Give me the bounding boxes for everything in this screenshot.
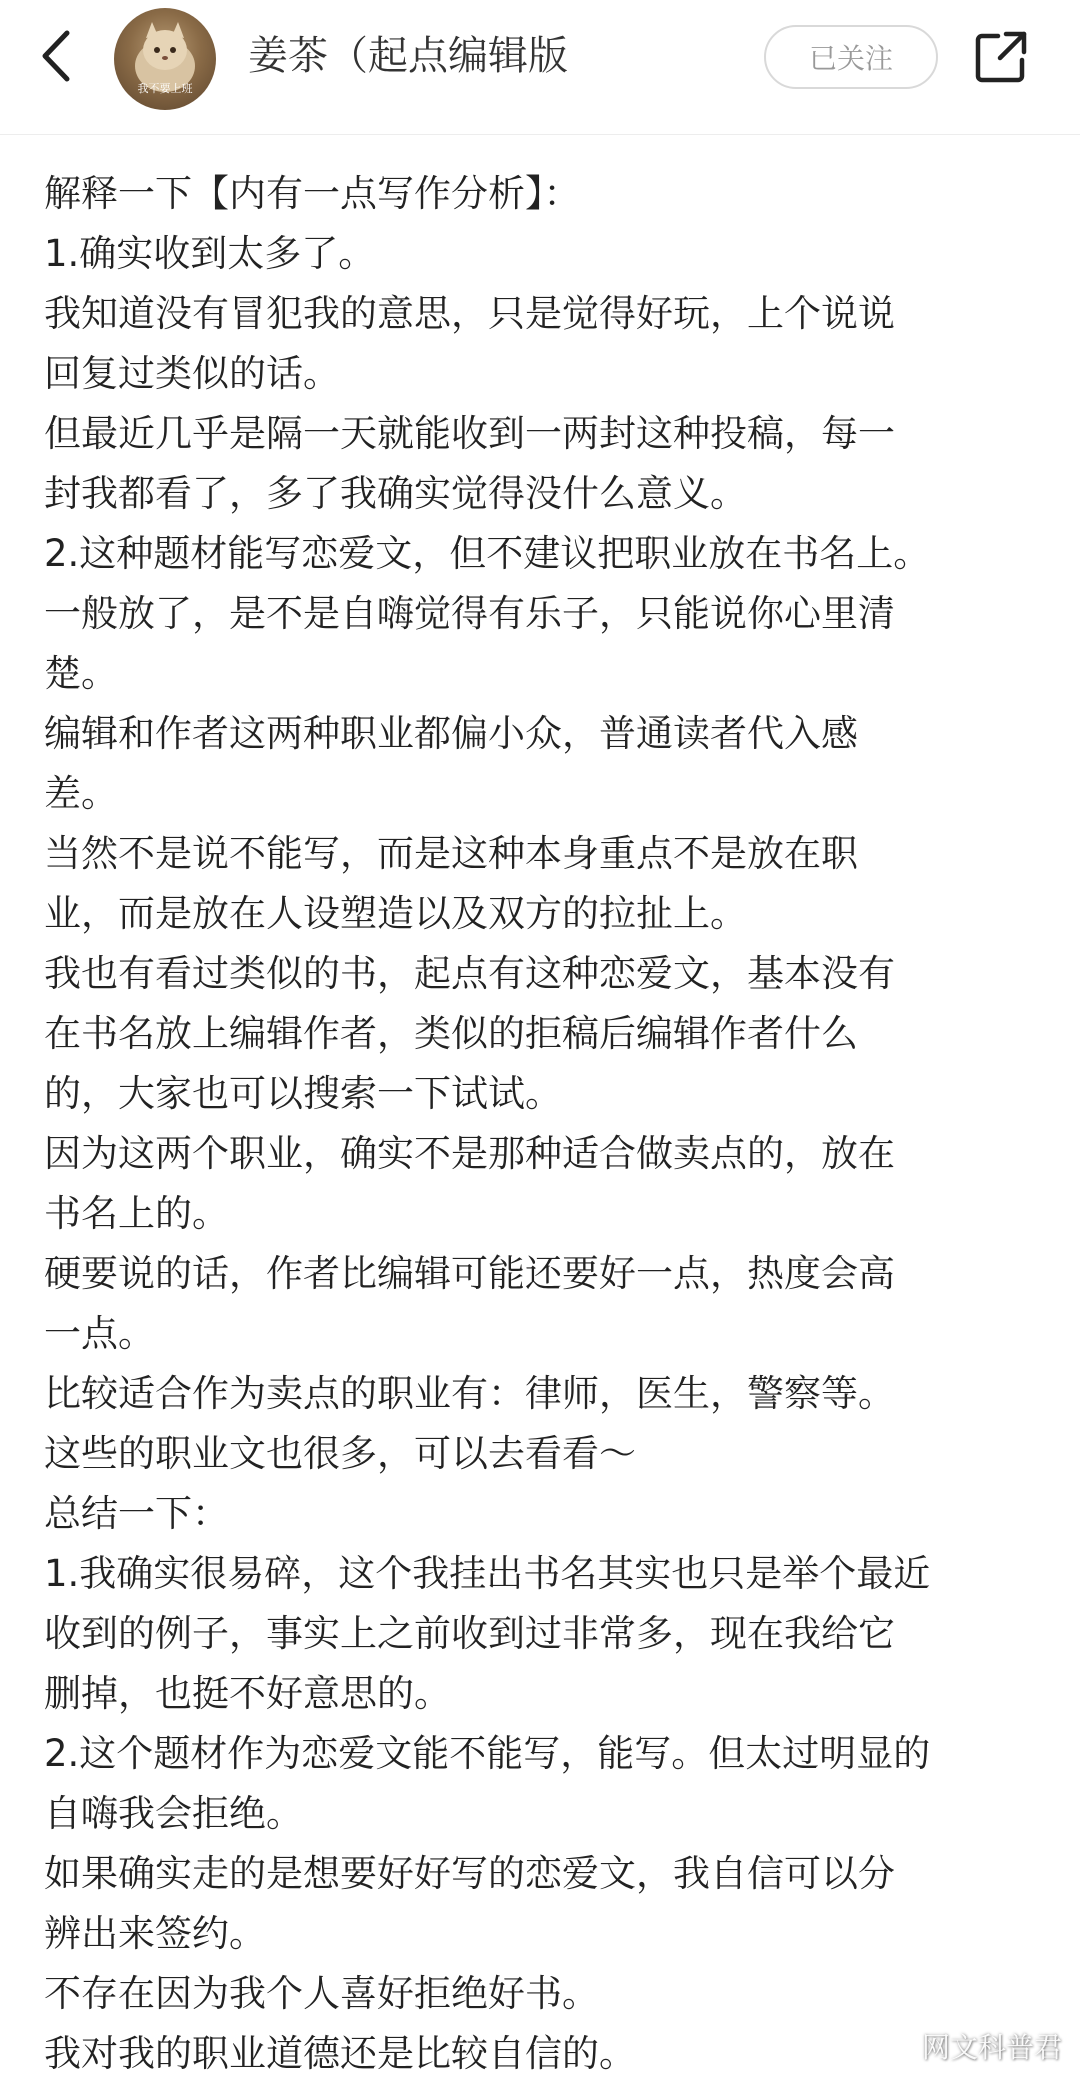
share-button[interactable] — [972, 28, 1030, 86]
post-line: 封我都看了，多了我确实觉得没什么意义。 — [44, 472, 747, 515]
back-button[interactable] — [34, 26, 78, 86]
post-body — [44, 164, 1044, 2084]
post-line: 的，大家也可以搜索一下试试。 — [44, 1072, 562, 1115]
follow-button[interactable]: 已关注 — [764, 25, 938, 89]
post-line: 差。 — [44, 772, 118, 815]
post-line: 因为这两个职业，确实不是那种适合做卖点的，放在 — [44, 1132, 895, 1175]
post-line: 业，而是放在人设塑造以及双方的拉扯上。 — [44, 892, 747, 935]
chevron-left-icon — [39, 29, 73, 83]
post-line: 辨出来签约。 — [44, 1912, 266, 1955]
post-line: 我知道没有冒犯我的意思，只是觉得好玩，上个说说 — [44, 292, 895, 335]
post-line: 当然不是说不能写，而是这种本身重点不是放在职 — [44, 832, 858, 875]
post-line: 编辑和作者这两种职业都偏小众，普通读者代入感 — [44, 712, 858, 755]
post-line: 一般放了，是不是自嗨觉得有乐子，只能说你心里清 — [44, 592, 895, 635]
avatar-caption: 我不要上班 — [137, 82, 193, 95]
post-line: 我对我的职业道德还是比较自信的。 — [44, 2032, 636, 2075]
avatar[interactable] — [114, 8, 216, 110]
post-line: 不存在因为我个人喜好拒绝好书。 — [44, 1972, 599, 2015]
post-line: 1.确实收到太多了。 — [44, 232, 376, 275]
post-line: 总结一下： — [44, 1492, 229, 1535]
post-line: 如果确实走的是想要好好写的恋爱文，我自信可以分 — [44, 1852, 895, 1895]
post-line: 书名上的。 — [44, 1192, 229, 1235]
post-line: 这些的职业文也很多，可以去看看～ — [44, 1432, 636, 1475]
post-line: 2.这个题材作为恋爱文能不能写，能写。但太过明显的 — [44, 1732, 931, 1775]
post-line: 硬要说的话，作者比编辑可能还要好一点，热度会高 — [44, 1252, 895, 1295]
share-external-icon — [972, 28, 1030, 86]
post-line: 自嗨我会拒绝。 — [44, 1792, 303, 1835]
post-line: 删掉，也挺不好意思的。 — [44, 1672, 451, 1715]
account-name[interactable]: 姜茶（起点编辑版 — [248, 33, 568, 79]
post-line: 2.这种题材能写恋爱文，但不建议把职业放在书名上。 — [44, 532, 931, 575]
watermark: 网文科普君 — [921, 2031, 1062, 2064]
post-line: 楚。 — [44, 652, 118, 695]
post-line: 回复过类似的话。 — [44, 352, 340, 395]
top-bar — [0, 0, 1080, 135]
post-line: 我也有看过类似的书，起点有这种恋爱文，基本没有 — [44, 952, 895, 995]
post-line: 一点。 — [44, 1312, 155, 1355]
post-line: 1.我确实很易碎，这个我挂出书名其实也只是举个最近 — [44, 1552, 931, 1595]
post-line: 解释一下【内有一点写作分析】： — [44, 172, 581, 215]
post-line: 在书名放上编辑作者，类似的拒稿后编辑作者什么 — [44, 1012, 858, 1055]
post-line: 但最近几乎是隔一天就能收到一两封这种投稿，每一 — [44, 412, 895, 455]
post-line: 比较适合作为卖点的职业有：律师，医生，警察等。 — [44, 1372, 895, 1415]
post-line: 收到的例子，事实上之前收到过非常多，现在我给它 — [44, 1612, 895, 1655]
